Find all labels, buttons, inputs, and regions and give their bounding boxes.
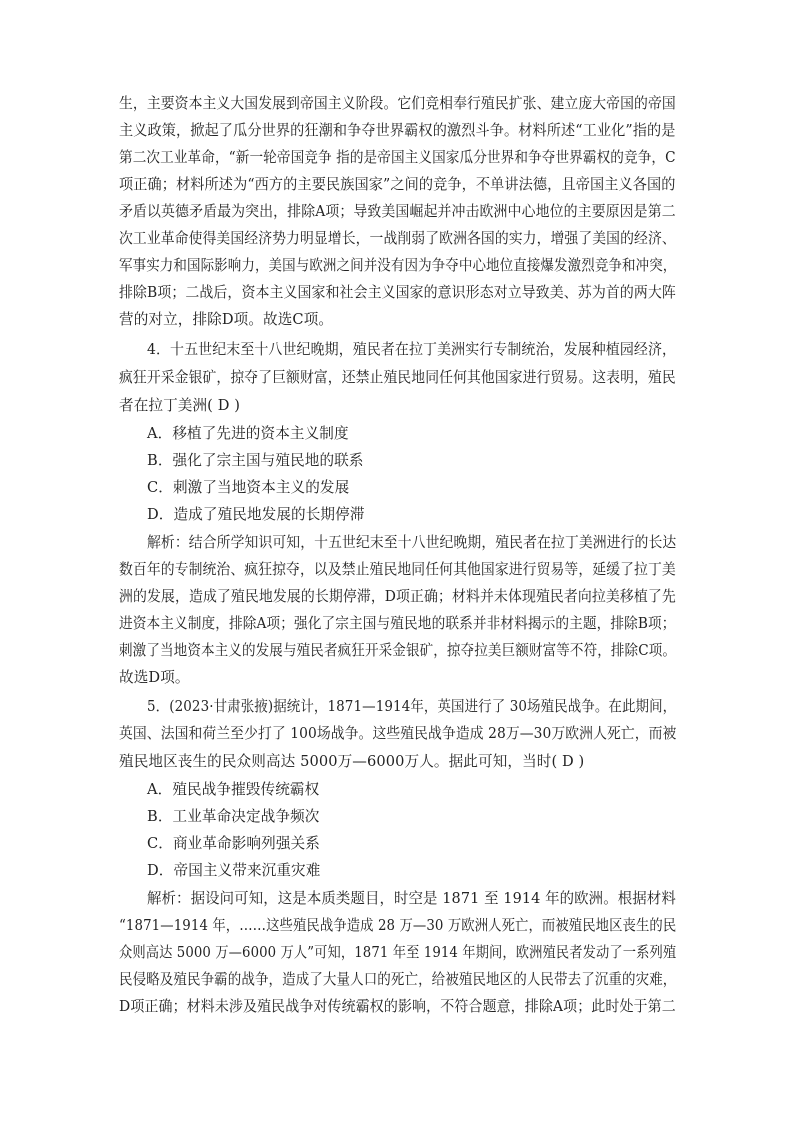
- explanation-5-line-4: 民侵略及殖民争霸的战争，造成了大量人口的死亡，给被殖民地区的人民带去了沉重的灾难，: [119, 971, 677, 988]
- question-5-option-d: D．帝国主义带来沉重灾难: [147, 862, 321, 879]
- explanation-3-line-6: 次工业革命使得美国经济势力明显增长，一战削弱了欧洲各国的实力，增强了美国的经济、: [119, 230, 676, 247]
- explanation-3-line-9: 营的对立，排除D项。故选C项。: [119, 311, 334, 328]
- question-4-option-c: C．刺激了当地资本主义的发展: [147, 479, 350, 496]
- question-5-option-c: C．商业革命影响列强关系: [147, 835, 320, 852]
- question-4-stem-line-1: 4．十五世纪末至十八世纪晚期，殖民者在拉丁美洲实行专制统治，发展种植园经济，: [147, 341, 677, 358]
- question-5-stem-line-1: 5．(2023·甘肃张掖)据统计，1871—1914年，英国进行了 30场殖民战争。在此期间，: [147, 698, 677, 715]
- question-5-option-b: B．工业革命决定战争频次: [147, 808, 320, 825]
- question-5-stem-line-3: 殖民地区丧生的民众则高达 5000万—6000万人。据此可知，当时( D ): [119, 753, 585, 770]
- explanation-5-line-5: D项正确；材料未涉及殖民战争对传统霸权的影响，不符合题意，排除A项；此时处于第二: [119, 998, 676, 1015]
- explanation-3-line-4: 项正确；材料所述为“西方的主要民族国家”之间的竞争，不单讲法德，且帝国主义各国的: [119, 176, 676, 193]
- explanation-3-line-3: 第二次工业革命，“新一轮帝国竞争 指的是帝国主义国家瓜分世界和争夺世界霸权的竞争，C: [119, 149, 676, 166]
- explanation-5-line-3: 众则高达 5000 万—6000 万人”可知，1871 年至 1914 年期间，欧洲殖民者发动了一系列殖: [119, 944, 677, 961]
- explanation-4-line-2: 数百年的专制统治、疯狂掠夺，以及禁止殖民地同任何其他国家进行贸易等，延缓了拉丁美: [119, 561, 676, 578]
- explanation-5-line-2: “1871—1914 年，……这些殖民战争造成 28 万—30 万欧洲人死亡，而被殖民地区丧生的民: [119, 917, 677, 934]
- question-4-option-b: B．强化了宗主国与殖民地的联系: [147, 452, 364, 469]
- explanation-4-line-6: 故选D项。: [119, 669, 190, 686]
- question-5-stem-line-2: 英国、法国和荷兰至少打了 100场战争。这些殖民战争造成 28万—30万欧洲人死亡，而被: [119, 725, 677, 742]
- question-5-option-a: A．殖民战争摧毁传统霸权: [147, 781, 320, 798]
- explanation-4-line-5: 刺激了当地资本主义的发展与殖民者疯狂开采金银矿，掠夺拉美巨额财富等不符，排除C项。: [119, 642, 677, 659]
- question-4-stem-line-3: 者在拉丁美洲( D ): [119, 397, 241, 414]
- explanation-4-line-4: 进资本主义制度，排除A项；强化了宗主国与殖民地的联系并非材料揭示的主题，排除B项；: [119, 615, 676, 632]
- question-4-option-d: D．造成了殖民地发展的长期停滞: [147, 506, 365, 523]
- explanation-3-line-8: 排除B项；二战后，资本主义国家和社会主义国家的意识形态对立导致美、苏为首的两大阵: [119, 284, 676, 301]
- explanation-4-line-3: 洲的发展，造成了殖民地发展的长期停滞，D项正确；材料并未体现殖民者向拉美移植了先: [119, 588, 676, 605]
- explanation-3-line-2: 主义政策，掀起了瓜分世界的狂潮和争夺世界霸权的激烈斗争。材料所述“工业化”指的是: [119, 122, 676, 139]
- explanation-3-line-1: 生，主要资本主义大国发展到帝国主义阶段。它们竞相奉行殖民扩张、建立庞大帝国的帝国: [119, 95, 676, 112]
- explanation-3-line-7: 军事实力和国际影响力，美国与欧洲之间并没有因为争夺中心地位直接爆发激烈竞争和冲突，: [119, 257, 677, 274]
- question-4-option-a: A．移植了先进的资本主义制度: [147, 425, 349, 442]
- explanation-4-line-1: 解析：结合所学知识可知，十五世纪末至十八世纪晚期，殖民者在拉丁美洲进行的长达: [147, 534, 677, 551]
- explanation-3-line-5: 矛盾以英德矛盾最为突出，排除A项；导致美国崛起并冲击欧洲中心地位的主要原因是第二: [119, 203, 676, 220]
- explanation-5-line-1: 解析：据设问可知，这是本质类题目，时空是 1871 至 1914 年的欧洲。根据材料: [147, 890, 676, 907]
- question-4-stem-line-2: 疯狂开采金银矿，掠夺了巨额财富，还禁止殖民地同任何其他国家进行贸易。这表明，殖民: [119, 369, 676, 386]
